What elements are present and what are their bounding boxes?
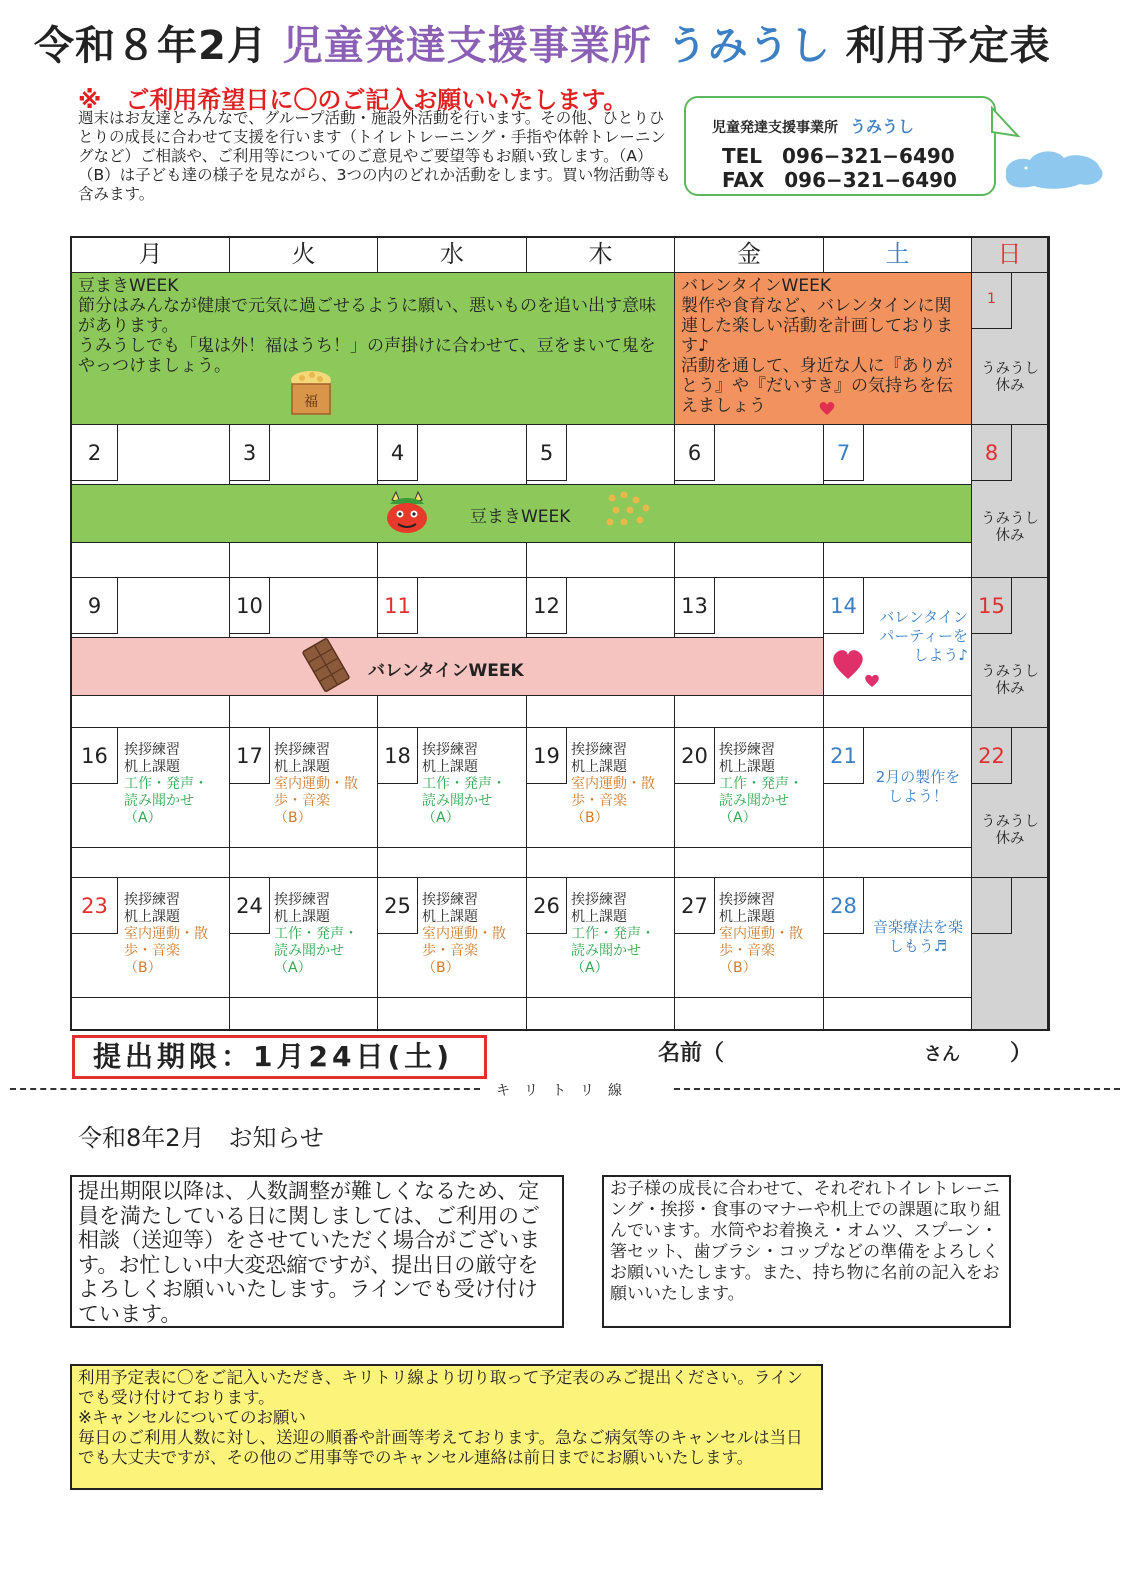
sun-cell-8: [972, 425, 1048, 578]
closed-note: うみうし 休み: [981, 511, 1039, 544]
mark-cell[interactable]: [675, 696, 824, 728]
day-cell-19[interactable]: [527, 728, 675, 848]
mark-cell[interactable]: [72, 998, 230, 1029]
weekday-wed: 水: [378, 238, 527, 273]
title-facility: 児童発達支援事業所: [282, 23, 652, 69]
activity-b: 挨拶練習 机上課題 室内運動・散 歩・音楽 （B）: [719, 892, 803, 976]
mark-cell[interactable]: [527, 696, 675, 728]
day-cell-4[interactable]: [378, 425, 527, 485]
cloud-icon: [1000, 146, 1106, 192]
mark-cell[interactable]: [824, 848, 972, 878]
day-cell-10[interactable]: [230, 578, 378, 638]
weekday-sat: 土: [824, 238, 972, 273]
activity-b: 挨拶練習 机上課題 室内運動・散 歩・音楽 （B）: [274, 742, 358, 826]
mark-cell[interactable]: [527, 848, 675, 878]
date-18: 18: [378, 728, 418, 784]
beans-icon: [602, 490, 660, 530]
day-cell-2[interactable]: [72, 425, 230, 485]
date-20: 20: [675, 728, 715, 784]
mark-cell[interactable]: [824, 543, 972, 578]
date-1: 1: [972, 273, 1012, 329]
notice-text: ※ ご利用希望日に〇のご記入お願いいたします。: [78, 86, 628, 114]
date-17: 17: [230, 728, 270, 784]
date-8: 8: [972, 425, 1012, 481]
day-cell-25[interactable]: [378, 878, 527, 998]
oni-icon: [378, 490, 436, 536]
date-19: 19: [527, 728, 567, 784]
mark-cell[interactable]: [230, 543, 378, 578]
cut-line: [10, 1080, 1120, 1102]
bubble-tail-icon: [990, 106, 1022, 146]
title-name: うみうし: [666, 23, 831, 69]
mark-cell[interactable]: [527, 998, 675, 1029]
sun-cell-1: [972, 273, 1048, 425]
hearts-icon: [830, 643, 886, 689]
weekday-fri: 金: [675, 238, 824, 273]
mame-week-title: 豆まきWEEK: [78, 276, 179, 296]
date-6: 6: [675, 425, 715, 481]
activity-b: 挨拶練習 机上課題 室内運動・散 歩・音楽 （B）: [124, 892, 208, 976]
activity-a: 挨拶練習 机上課題 工作・発声・ 読み聞かせ （A）: [571, 892, 655, 976]
mark-cell[interactable]: [230, 848, 378, 878]
svg-text:福: 福: [304, 394, 318, 410]
deadline-notice-box: 提出期限以降は、人数調整が難しくなるため、定員を満たしている日に関しましては、ご利用のご相談（送迎等）をさせていただく場合がございます。お忙しい中大変恐縮ですが、提出日の厳守をよろしくお願いいたします。ラインでも受け付けています。: [70, 1175, 564, 1328]
date-15: 15: [972, 578, 1012, 634]
date-25: 25: [378, 878, 418, 934]
mame-week-box: [72, 273, 675, 425]
calendar-table: [70, 236, 1050, 1031]
mark-cell[interactable]: [378, 848, 527, 878]
valentine-week-banner-label: バレンタインWEEK: [368, 661, 524, 681]
valentine-party-note: バレンタイン パーティーを しよう♪: [879, 608, 968, 664]
day-cell-7[interactable]: [824, 425, 972, 485]
title-suffix: 利用予定表: [845, 23, 1051, 69]
weekday-thu: 木: [527, 238, 675, 273]
masu-beans-icon: [286, 366, 336, 418]
contact-fax: FAX 096−321−6490: [722, 168, 957, 192]
day-cell-12[interactable]: [527, 578, 675, 638]
mark-cell[interactable]: [527, 543, 675, 578]
cancel-notice-box: 利用予定表に〇をご記入いただき、キリトリ線より切り取って予定表のみご提出ください。ラインでも受け付けております。 ※キャンセルについてのお願い 毎日のご利用人数に対し、送迎の順番や計画等考えております。急なご病気等のキャンセルは当日でも大丈夫ですが、その他のご用事等でのキャンセル連絡は前日までにお願いいたします。: [70, 1364, 823, 1490]
activity-a: 挨拶練習 机上課題 工作・発声・ 読み聞かせ （A）: [422, 742, 506, 826]
valentine-week-text: 製作や食育など、バレンタインに関連した楽しい活動を計画しております♪ 活動を通して、身近な人に『ありがとう』や『だいすき』の気持ちを伝えましょう: [681, 296, 953, 416]
chocolate-icon: [300, 636, 352, 694]
title-month: 令和８年2月: [34, 23, 268, 69]
date-9: 9: [72, 578, 118, 634]
day-cell-27[interactable]: [675, 878, 824, 998]
cut-line-label: キリトリ線: [496, 1083, 636, 1099]
date-3: 3: [230, 425, 270, 481]
date-2: 2: [72, 425, 118, 481]
date-4: 4: [378, 425, 418, 481]
weekday-sun: 日: [972, 238, 1048, 273]
day-cell-26[interactable]: [527, 878, 675, 998]
activity-a: 挨拶練習 机上課題 工作・発声・ 読み聞かせ （A）: [719, 742, 803, 826]
activity-b: 挨拶練習 机上課題 室内運動・散 歩・音楽 （B）: [422, 892, 506, 976]
closed-note: うみうし 休み: [981, 361, 1039, 394]
day-cell-6[interactable]: [675, 425, 824, 485]
day-cell-28[interactable]: [824, 878, 972, 998]
day-cell-13[interactable]: [675, 578, 824, 638]
sun-cell-22: [972, 728, 1048, 878]
contact-facility: 児童発達支援事業所 うみうし: [712, 117, 915, 136]
valentine-week-banner: [72, 638, 824, 696]
mark-cell[interactable]: [675, 543, 824, 578]
activity-a: 挨拶練習 机上課題 工作・発声・ 読み聞かせ （A）: [274, 892, 358, 976]
deadline-box: 提出期限：1月24日(土): [72, 1035, 487, 1079]
mame-week-banner: [72, 485, 972, 543]
mark-cell[interactable]: [378, 543, 527, 578]
small-heart-icon: [818, 400, 836, 416]
date-12: 12: [527, 578, 567, 634]
mark-cell[interactable]: [72, 848, 230, 878]
mark-cell[interactable]: [72, 543, 230, 578]
contact-tel: TEL 096−321−6490: [722, 144, 955, 168]
date-21: 21: [824, 728, 864, 784]
valentine-week-title: バレンタインWEEK: [681, 276, 831, 296]
date-blank: [972, 878, 1012, 934]
music-therapy-note: 音楽療法を楽 しもう♬: [872, 918, 963, 955]
date-28: 28: [824, 878, 864, 934]
sun-cell-15: [972, 578, 1048, 728]
day-cell-11[interactable]: [378, 578, 527, 638]
date-16: 16: [72, 728, 118, 784]
date-13: 13: [675, 578, 715, 634]
day-cell-24[interactable]: [230, 878, 378, 998]
craft-note: 2月の製作を しよう！: [875, 768, 961, 805]
mark-cell[interactable]: [824, 998, 972, 1029]
intro-text: 週末はお友達とみんなで、グループ活動・施設外活動を行います。その他、ひとりひとりの成長に合わせて支援を行います（トイレトレーニング・手指や体幹トレーニングなど）ご相談や、ご利用等についてのご意見やご要望等もお願い致します。（A）（B）は子ども達の様子を見ながら、3つの内のどれか活動をします。買い物活動等も含みます。: [78, 109, 671, 203]
date-24: 24: [230, 878, 270, 934]
announcement-title: 令和8年2月 お知らせ: [78, 1124, 324, 1152]
mark-cell[interactable]: [378, 998, 527, 1029]
mark-cell[interactable]: [378, 696, 527, 728]
date-11: 11: [378, 578, 418, 634]
sun-cell-blank: [972, 878, 1048, 1029]
mark-cell[interactable]: [675, 998, 824, 1029]
mame-week-banner-label: 豆まきWEEK: [470, 507, 571, 527]
date-5: 5: [527, 425, 567, 481]
day-cell-17[interactable]: [230, 728, 378, 848]
weekday-mon: 月: [72, 238, 230, 273]
day-cell-21[interactable]: [824, 728, 972, 848]
page-title: [34, 14, 1051, 71]
preparation-notice-box: お子様の成長に合わせて、それぞれトイレトレーニング・挨拶・食事のマナーや机上での課題に取り組んでいます。水筒やお着換え・オムツ、スプーン・箸セット、歯ブラシ・コップなどの準備をよろしくお願いいたします。また、持ち物に名前の記入をお願いいたします。: [602, 1175, 1011, 1328]
day-cell-20[interactable]: [675, 728, 824, 848]
date-22: 22: [972, 728, 1012, 784]
mark-cell[interactable]: [72, 696, 230, 728]
mark-cell[interactable]: [230, 998, 378, 1029]
closed-note: うみうし 休み: [981, 814, 1039, 847]
date-14: 14: [824, 578, 864, 634]
date-23: 23: [72, 878, 118, 934]
day-cell-16[interactable]: [72, 728, 230, 848]
date-7: 7: [824, 425, 864, 481]
day-cell-23[interactable]: [72, 878, 230, 998]
mame-week-text: 節分はみんなが健康で元気に過ごせるように願い、悪いものを追い出す意味があります。 うみうしでも「鬼は外！福はうち！」の声掛けに合わせて、豆をまいて鬼をやっつけましょう。: [78, 296, 656, 376]
date-26: 26: [527, 878, 567, 934]
weekday-tue: 火: [230, 238, 378, 273]
activity-b: 挨拶練習 机上課題 室内運動・散 歩・音楽 （B）: [571, 742, 655, 826]
day-cell-3[interactable]: [230, 425, 378, 485]
activity-a: 挨拶練習 机上課題 工作・発声・ 読み聞かせ （A）: [124, 742, 208, 826]
day-cell-18[interactable]: [378, 728, 527, 848]
date-27: 27: [675, 878, 715, 934]
name-field[interactable]: 名前（ さん ）: [658, 1041, 1033, 1066]
day-cell-9[interactable]: [72, 578, 230, 638]
day-cell-5[interactable]: [527, 425, 675, 485]
mark-cell[interactable]: [675, 848, 824, 878]
closed-note: うみうし 休み: [981, 664, 1039, 697]
mark-cell[interactable]: [824, 696, 972, 728]
contact-bubble: [684, 96, 996, 196]
mark-cell[interactable]: [230, 696, 378, 728]
date-10: 10: [230, 578, 270, 634]
